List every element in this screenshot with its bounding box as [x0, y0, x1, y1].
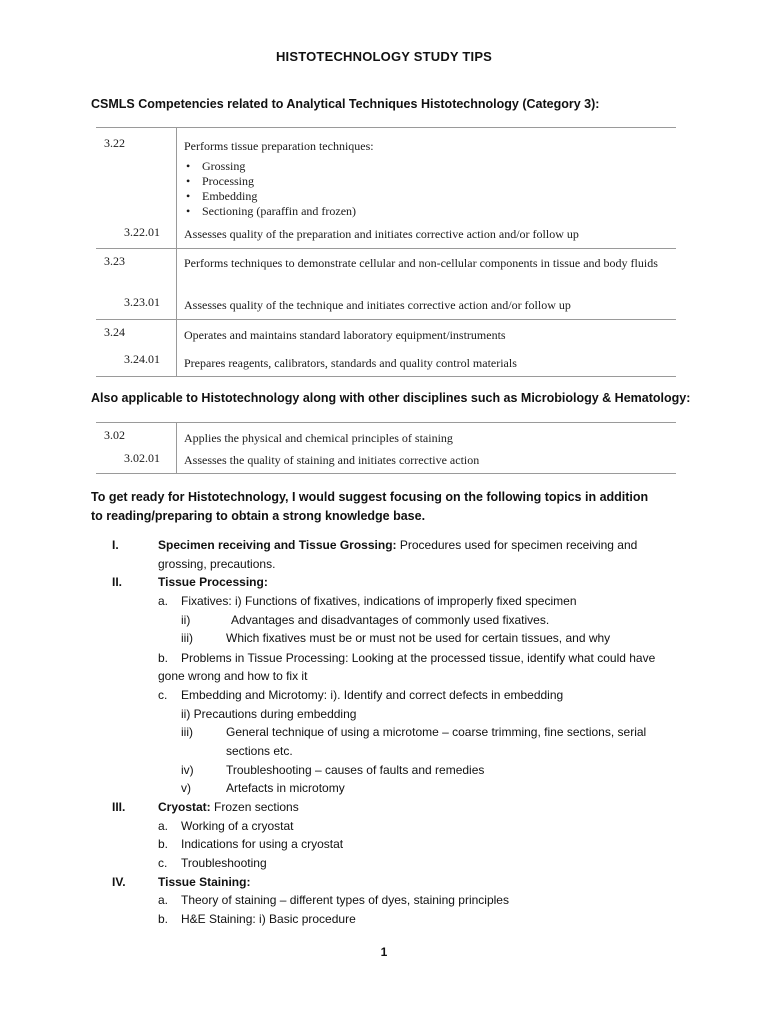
competency-description: Performs tissue preparation techniques: [184, 139, 374, 153]
outline-item-title: Cryostat: [158, 800, 211, 814]
column-divider [176, 320, 177, 376]
sub-item-text: Problems in Tissue Processing: Looking at the processed tissue, identify what could have [181, 651, 656, 665]
outline-item-description: Procedures used for specimen receiving and [396, 538, 638, 552]
sub-competency-code: 3.22.01 [124, 225, 160, 239]
sub-sub-item-number: iv) [181, 763, 194, 777]
table-row [96, 249, 676, 320]
sub-sub-item-number: iii) [181, 631, 193, 645]
sub-sub-item-number: ii) [181, 613, 191, 627]
table-row [96, 320, 676, 377]
outline-number: II. [112, 575, 123, 589]
sub-sub-item-text: ii) Precautions during embedding [181, 707, 357, 721]
outline-item [158, 537, 637, 553]
page-title: HISTOTECHNOLOGY STUDY TIPS [275, 49, 493, 64]
sub-competency-text: Assesses quality of the technique and initiates corrective action and/or follow up [184, 298, 571, 312]
bullet-list [184, 159, 670, 219]
outline-item-continued: grossing, precautions. [158, 557, 276, 571]
competencies-table [96, 127, 676, 377]
sub-item-text: Troubleshooting [181, 856, 267, 870]
section-heading-other-disciplines: Also applicable to Histotechnology along with other disciplines such as Microbiology & Hematology: [91, 391, 691, 405]
sub-sub-item-text: Troubleshooting – causes of faults and remedies [226, 763, 485, 777]
sub-item-text: H&E Staining: i) Basic procedure [181, 912, 356, 926]
sub-sub-item-text: Advantages and disadvantages of commonly used fixatives. [231, 613, 550, 627]
list-item: • Grossing [184, 159, 670, 174]
sub-item-letter: a. [158, 594, 169, 608]
list-item: • Sectioning (paraffin and frozen) [184, 204, 670, 219]
outline-item-title: Tissue Processing: [158, 575, 268, 589]
sub-competency-text: Prepares reagents, calibrators, standards and quality control materials [184, 356, 517, 370]
column-divider [176, 128, 177, 248]
sub-sub-item-text: General technique of using a microtome – coarse trimming, fine sections, serial [226, 725, 647, 739]
sub-sub-item-text-continued: sections etc. [226, 744, 293, 758]
column-divider [176, 249, 177, 319]
intro-paragraph: To get ready for Histotechnology, I would suggest focusing on the following topics in addition to reading/preparing to obtain a strong knowledge base. [91, 490, 649, 523]
competency-code: 3.22 [104, 136, 125, 150]
outline-item-title: Tissue Staining: [158, 875, 251, 889]
outline-number: IV. [112, 875, 126, 889]
sub-item-letter: a. [158, 819, 169, 833]
sub-item-letter: a. [158, 893, 169, 907]
page-number: 1 [380, 945, 388, 959]
sub-item-letter: b. [158, 837, 169, 851]
staining-table [96, 422, 676, 474]
table-row [96, 128, 676, 249]
sub-item-letter: c. [158, 856, 168, 870]
sub-item-letter: b. [158, 912, 169, 926]
sub-item-letter: b. [158, 651, 169, 665]
sub-item-letter: c. [158, 688, 168, 702]
competency-code: 3.24 [104, 325, 125, 339]
sub-competency-text: Assesses the quality of staining and initiates corrective action [184, 453, 480, 467]
section-heading-competencies: CSMLS Competencies related to Analytical Techniques Histotechnology (Category 3): [91, 97, 600, 111]
outline-item-title: Specimen receiving and Tissue Grossing: [158, 538, 397, 552]
sub-sub-item-number: v) [181, 781, 191, 795]
sub-item-text: Embedding and Microtomy: i). Identify and correct defects in embedding [181, 688, 564, 702]
competency-text: Applies the physical and chemical principles of staining [184, 431, 453, 445]
outline-number: I. [112, 538, 119, 552]
sub-competency-text: Assesses quality of the preparation and initiates corrective action and/or follow up [184, 227, 579, 241]
competency-text [184, 138, 670, 219]
sub-item-text: Indications for using a cryostat [181, 837, 344, 851]
sub-item-text-continued: gone wrong and how to fix it [158, 669, 308, 683]
sub-item-text: Theory of staining – different types of dyes, staining principles [181, 893, 509, 907]
list-item: • Embedding [184, 189, 670, 204]
competency-code: 3.02 [104, 428, 125, 442]
sub-competency-code: 3.24.01 [124, 352, 160, 366]
sub-item-text: Working of a cryostat [181, 819, 294, 833]
sub-sub-item-text: Artefacts in microtomy [226, 781, 345, 795]
competency-text: Operates and maintains standard laboratory equipment/instruments [184, 328, 506, 342]
table-row [96, 423, 676, 474]
sub-competency-code: 3.02.01 [124, 451, 160, 465]
sub-sub-item-number: iii) [181, 725, 193, 739]
list-item: • Processing [184, 174, 670, 189]
competency-code: 3.23 [104, 254, 125, 268]
competency-text: Performs techniques to demonstrate cellular and non-cellular components in tissue and body fluids [184, 256, 658, 270]
outline-number: III. [112, 800, 126, 814]
sub-competency-code: 3.23.01 [124, 295, 160, 309]
outline-item [158, 799, 299, 815]
outline-item-description: Frozen sections [210, 800, 299, 814]
column-divider [176, 423, 177, 473]
sub-sub-item-text: Which fixatives must be or must not be used for certain tissues, and why [226, 631, 611, 645]
sub-item-text: Fixatives: i) Functions of fixatives, indications of improperly fixed specimen [181, 594, 577, 608]
